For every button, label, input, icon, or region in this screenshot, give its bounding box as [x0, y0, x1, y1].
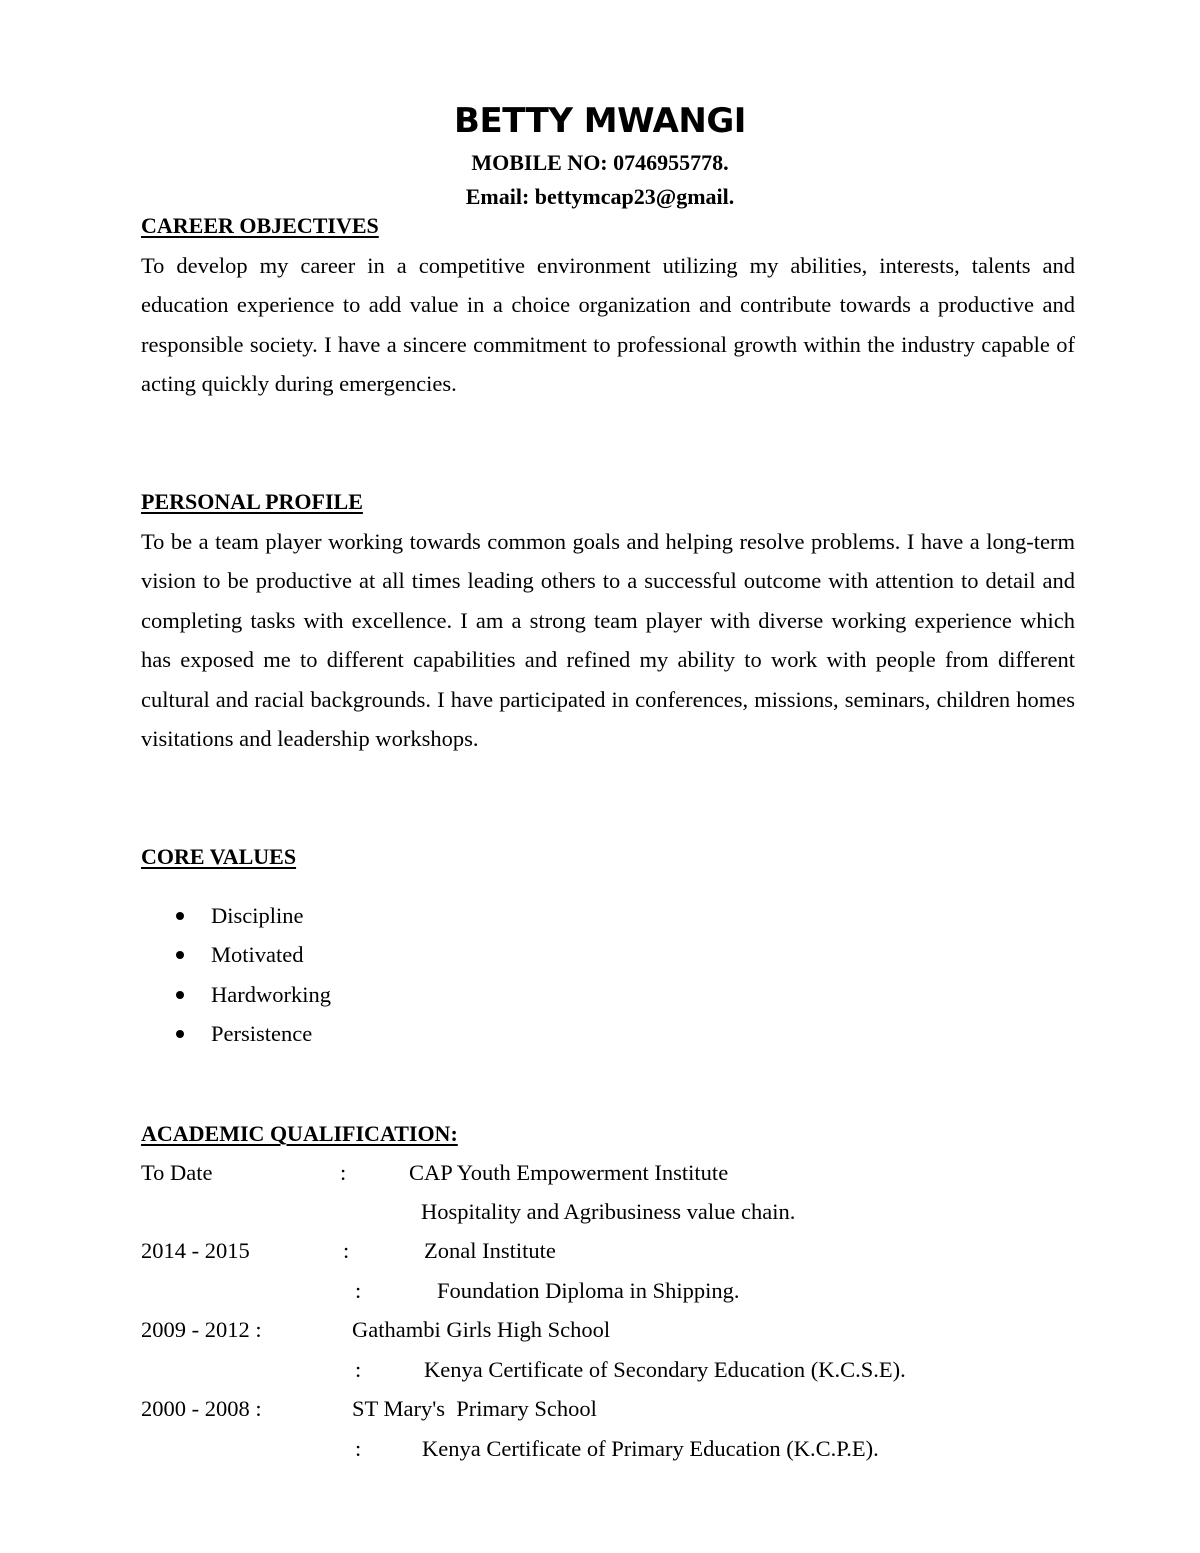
career-objectives-heading: CAREER OBJECTIVES [141, 213, 379, 238]
academic-qualification: Kenya Certificate of Secondary Education (K.C.S.E). [424, 1357, 906, 1382]
email-address: Email: bettymcap23@gmail. [465, 184, 735, 209]
academic-institution: ST Mary's Primary School [352, 1396, 597, 1421]
academic-institution: Zonal Institute [424, 1238, 556, 1263]
academic-period: 2000 - 2008 : [141, 1396, 262, 1421]
core-value-item: Motivated [141, 935, 331, 974]
academic-period: 2009 - 2012 : [141, 1317, 262, 1342]
academic-qualification-heading: ACADEMIC QUALIFICATION: [141, 1121, 458, 1146]
career-objectives-text: To develop my career in a competitive environment utilizing my abilities, interests, talents and education experience to add value in a choice organization and contribute towards a productive and responsible society. I have a sincere commitment to professional growth within the industry capable of acting quickly during emergencies. [141, 253, 1075, 397]
academic-period: 2014 - 2015 [141, 1238, 250, 1263]
academic-qualification: Foundation Diploma in Shipping. [437, 1278, 740, 1303]
academic-period: To Date [141, 1160, 213, 1185]
academic-separator: : [355, 1278, 362, 1303]
core-value-item: Hardworking [141, 975, 331, 1014]
academic-qualification: Kenya Certificate of Primary Education (K.C.P.E). [422, 1436, 879, 1461]
candidate-name: BETTY MWANGI [454, 101, 746, 141]
core-value-item: Persistence [141, 1014, 331, 1053]
academic-institution: CAP Youth Empowerment Institute [409, 1160, 729, 1185]
academic-separator: : [355, 1357, 362, 1382]
academic-separator: : [340, 1160, 347, 1185]
academic-qualification: Hospitality and Agribusiness value chain. [421, 1199, 796, 1224]
mobile-number: MOBILE NO: 0746955778. [471, 150, 729, 175]
academic-institution: Gathambi Girls High School [352, 1317, 611, 1342]
personal-profile-heading: PERSONAL PROFILE [141, 489, 363, 514]
academic-separator: : [343, 1238, 350, 1263]
academic-separator: : [355, 1436, 362, 1461]
core-values-heading: CORE VALUES [141, 844, 297, 869]
personal-profile-text: To be a team player working towards common goals and helping resolve problems. I have a long-term vision to be productive at all times leading others to a successful outcome with attention to detail and completing tasks with excellence. I am a strong team player with diverse working experience which has exposed me to different capabilities and refined my ability to work with people from different cultural and racial backgrounds. I have participated in conferences, missions, seminars, children homes visitations and leadership workshops. [141, 529, 1075, 752]
core-values-list [141, 896, 331, 1054]
core-value-item: Discipline [141, 896, 331, 935]
